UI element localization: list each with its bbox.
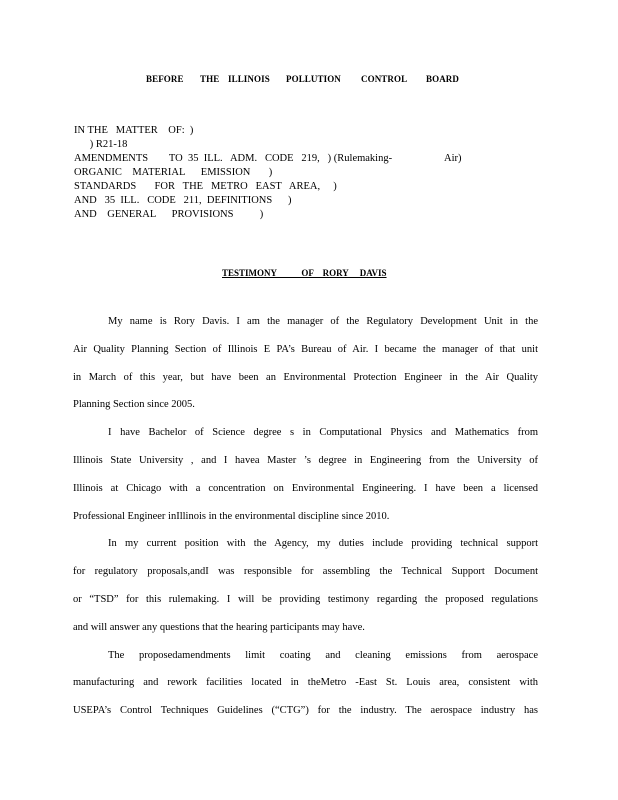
- body-line: in March of this year, but have been an Environmental Protection Engineer in the Air Quality: [73, 371, 538, 383]
- title-word-pollution: POLLUTION: [286, 74, 341, 84]
- body-line: My name is Rory Davis. I am the manager of the Regulatory Development Unit in the: [108, 316, 538, 327]
- testimony-body: [73, 308, 538, 725]
- title-word-the: THE: [200, 74, 220, 84]
- case-caption: [74, 124, 462, 222]
- body-line: and will answer any questions that the hearing participants may have.: [73, 621, 365, 633]
- title-word-board: BOARD: [426, 74, 460, 84]
- body-line: USEPA’s Control Techniques Guidelines (“CTG”) for the industry. The aerospace industry has: [73, 705, 538, 717]
- caption-line: STANDARDS FOR THE METRO EAST AREA, ): [74, 181, 337, 192]
- caption-line: ORGANIC MATERIAL EMISSION ): [74, 167, 273, 178]
- body-line: The proposedamendments limit coating and cleaning emissions from aerospace: [108, 649, 538, 661]
- body-line: Professional Engineer inIllinois in the environmental discipline since 2010.: [73, 510, 390, 522]
- caption-line: IN THE MATTER OF: ): [74, 125, 194, 136]
- caption-line: ) R21-18: [74, 139, 128, 150]
- caption-line: AND 35 ILL. CODE 211, DEFINITIONS ): [74, 195, 292, 206]
- caption-line: AND GENERAL PROVISIONS ): [74, 209, 264, 220]
- body-line: or “TSD” for this rulemaking. I will be providing testimony regarding the proposed regulations: [73, 593, 538, 605]
- body-line: I have Bachelor of Science degree s in Computational Physics and Mathematics from: [108, 427, 538, 439]
- body-line: Air Quality Planning Section of Illinois E PA’s Bureau of Air. I became the manager of that unit: [73, 343, 538, 355]
- caption-line: AMENDMENTS TO 35 ILL. ADM. CODE 219, ) (Rulemaking- Air): [74, 153, 462, 164]
- body-line: for regulatory proposals,andI was responsible for assembling the Technical Support Document: [73, 566, 538, 578]
- body-line: Illinois State University , and I havea Master ’s degree in Engineering from the University of: [73, 454, 538, 466]
- body-line: manufacturing and rework facilities located in theMetro -East St. Louis area, consistent with: [73, 677, 538, 689]
- testimony-heading: TESTIMONY OF RORY DAVIS: [222, 268, 387, 278]
- title-word-illinois: ILLINOIS: [228, 74, 270, 84]
- body-line: Illinois at Chicago with a concentration on Environmental Engineering. I have been a licensed: [73, 482, 538, 494]
- title-word-control: CONTROL: [361, 74, 408, 84]
- body-line: In my current position with the Agency, my duties include providing technical support: [108, 538, 538, 550]
- body-line: Planning Section since 2005.: [73, 399, 195, 411]
- title-word-before: BEFORE: [146, 74, 184, 84]
